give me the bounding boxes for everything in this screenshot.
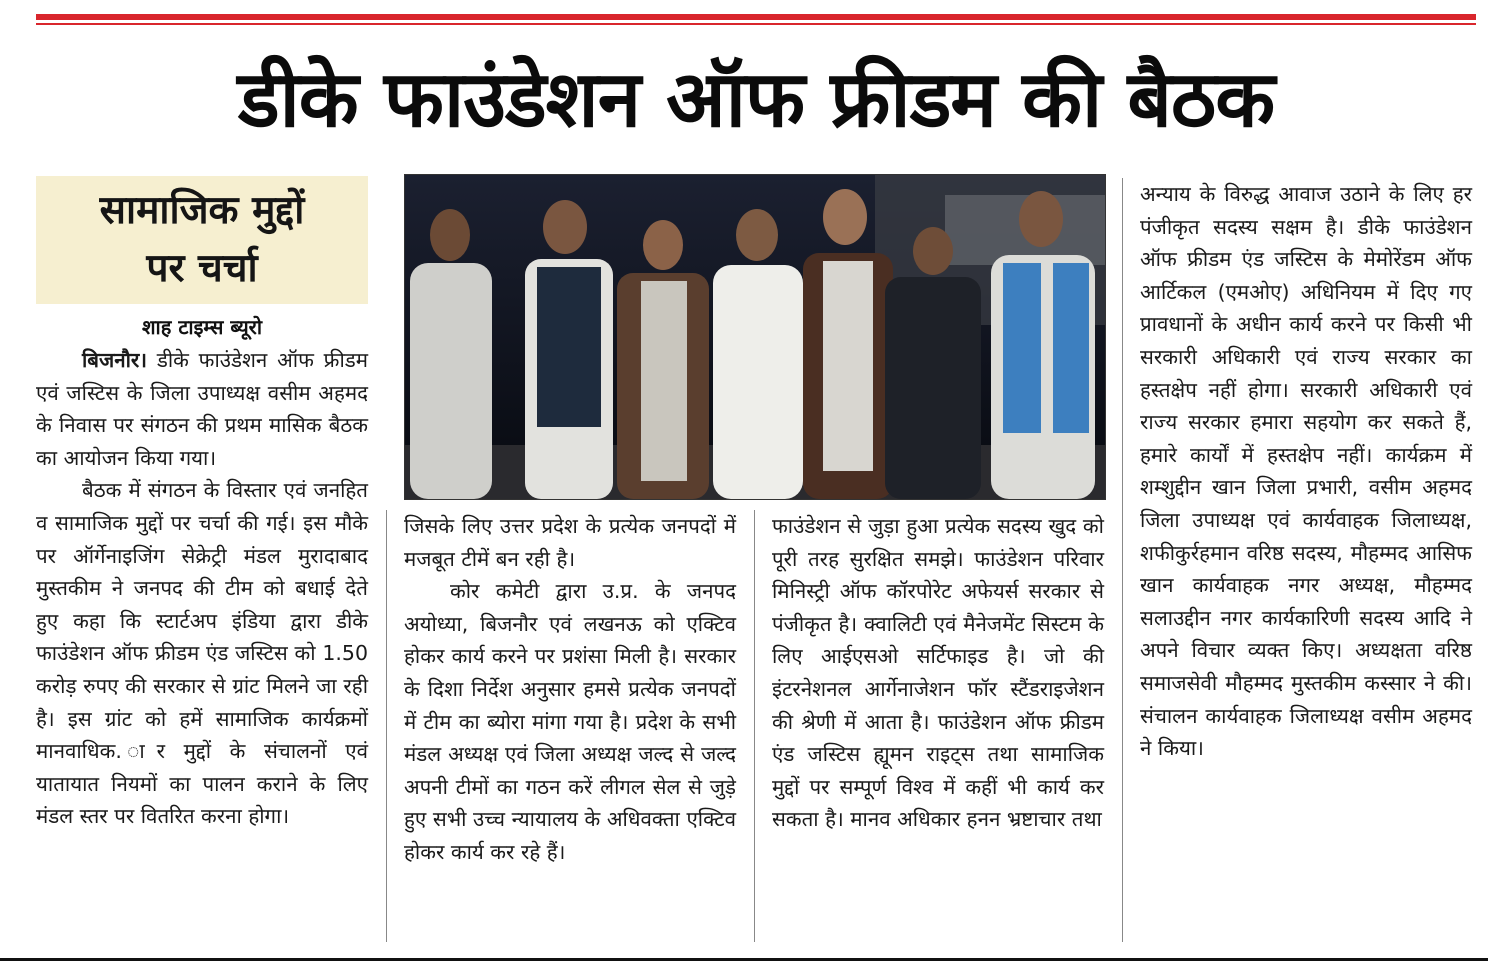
footer-rule — [0, 958, 1488, 961]
dateline: बिजनौर। — [82, 348, 148, 372]
paragraph-6: अन्याय के विरुद्ध आवाज उठाने के लिए हर पंजीकृत सदस्य सक्षम है। डीके फाउंडेशन ऑफ फ्रीडम एंड जस्टिस के मेमोरेंडम ऑफ आर्टिकल (एमओए) अधिनियम में दिए गए प्रावधानों के अधीन कार्य करने पर किसी भी सरकारी अधिकारी एवं राज्य सरकार का हस्तक्षेप नहीं होगा। सरकारी अधिकारी एवं राज्य सरकार हमारा सहयोग कर सकते हैं, हमारे कार्यों में हस्तक्षेप नहीं। कार्यक्रम में शम्शुद्दीन खान जिला प्रभारी, वसीम अहमद जिला उपाध्यक्ष एवं कार्यवाहक जिलाध्यक्ष, शफीकुर्रहमान वरिष्ठ सदस्य, मौहम्मद आसिफ खान कार्यवाहक नगर अध्यक्ष, मौहम्मद सलाउद्दीन नगर कार्यकारिणी सदस्य आदि ने अपने विचार व्यक्त किए। अध्यक्षता वरिष्ठ समाजसेवी मौहम्मद मुस्तकीम कस्सार ने की। संचालन कार्यवाहक जिलाध्यक्ष वसीम अहमद ने किया। — [1140, 182, 1472, 761]
paragraph-1: डीके फाउंडेशन ऑफ फ्रीडम एवं जस्टिस के जिला उपाध्यक्ष वसीम अहमद के निवास पर संगठन की प्रथम मासिक बैठक का आयोजन किया गया। — [36, 348, 368, 470]
article-column-4 — [1140, 178, 1472, 765]
byline: शाह टाइम्स ब्यूरो — [141, 315, 263, 339]
article-column-2 — [404, 510, 736, 869]
header-red-rule — [36, 14, 1476, 20]
subheadline — [36, 182, 368, 298]
page-title: डीके फाउंडेशन ऑफ फ्रीडम की बैठक — [237, 55, 1275, 145]
paragraph-2: बैठक में संगठन के विस्तार एवं जनहित व सामाजिक मुद्दों पर चर्चा की गई। इस मौके पर ऑर्गेनाइजिंग सेक्रेट्री मंडल मुरादाबाद मुस्तकीम ने जनपद की टीम को बधाई देते हुए कहा कि स्टार्टअप इंडिया द्वारा डीके फाउंडेशन ऑफ फ्रीडम एंड जस्टिस को 1.50 करोड़ रुपए की सरकार से ग्रांट मिलने जा रही है। इस ग्रांट को हमें सामाजिक कार्यक्रमों मानवाधिक. ार मुद्दों के संचालनों एवं यातायात नियमों का पालन कराने के लिए मंडल स्तर पर वितरित करना होगा। — [36, 478, 368, 829]
paragraph-3: जिसके लिए उत्तर प्रदेश के प्रत्येक जनपदों में मजबूत टीमें बन रही है। — [404, 514, 736, 571]
column-divider-1 — [386, 510, 387, 942]
paragraph-4: कोर कमेटी द्वारा उ.प्र. के जनपद अयोध्या, बिजनौर एवं लखनऊ को एक्टिव होकर कार्य करने पर प्रशंसा मिली है। सरकार के दिशा निर्देश अनुसार हमसे प्रत्येक जनपदों में टीम का ब्योरा मांगा गया है। प्रदेश के सभी मंडल अध्यक्ष एवं जिला अध्यक्ष जल्द से जल्द अपनी टीमों का गठन करें लीगल सेल से जुड़े हुए सभी उच्च न्यायालय के अधिवक्ता एक्टिव होकर कार्य कर रहे हैं। — [404, 579, 736, 864]
subheadline-line-2: पर चर्चा — [146, 246, 258, 291]
article-column-1 — [36, 344, 368, 833]
paragraph-5: फाउंडेशन से जुड़ा हुआ प्रत्येक सदस्य खुद को पूरी तरह सुरक्षित समझे। फाउंडेशन परिवार मिनिस्ट्री ऑफ कॉरपोरेट अफेयर्स सरकार से पंजीकृत है। क्वालिटी एवं मैनेजमेंट सिस्टम के लिए आईएसओ सर्टिफाइड है। जो की इंटरनेशनल आर्गेनाजेशन फॉर स्टैंडराइजेशन की श्रेणी में आता है। फाउंडेशन ऑफ फ्रीडम एंड जस्टिस ह्यूमन राइट्स तथा सामाजिक मुद्दों पर सम्पूर्ण विश्व में कहीं भी कार्य कर सकता है। मानव अधिकार हनन भ्रष्टाचार तथा — [772, 514, 1104, 832]
header-red-rule-thin — [36, 23, 1476, 25]
subheadline-line-1: सामाजिक मुद्दों — [99, 188, 305, 233]
column-divider-3 — [1122, 178, 1123, 942]
column-divider-2 — [754, 510, 755, 942]
group-photo-illustration — [405, 175, 1105, 499]
article-column-3 — [772, 510, 1104, 836]
news-photo — [404, 174, 1106, 500]
